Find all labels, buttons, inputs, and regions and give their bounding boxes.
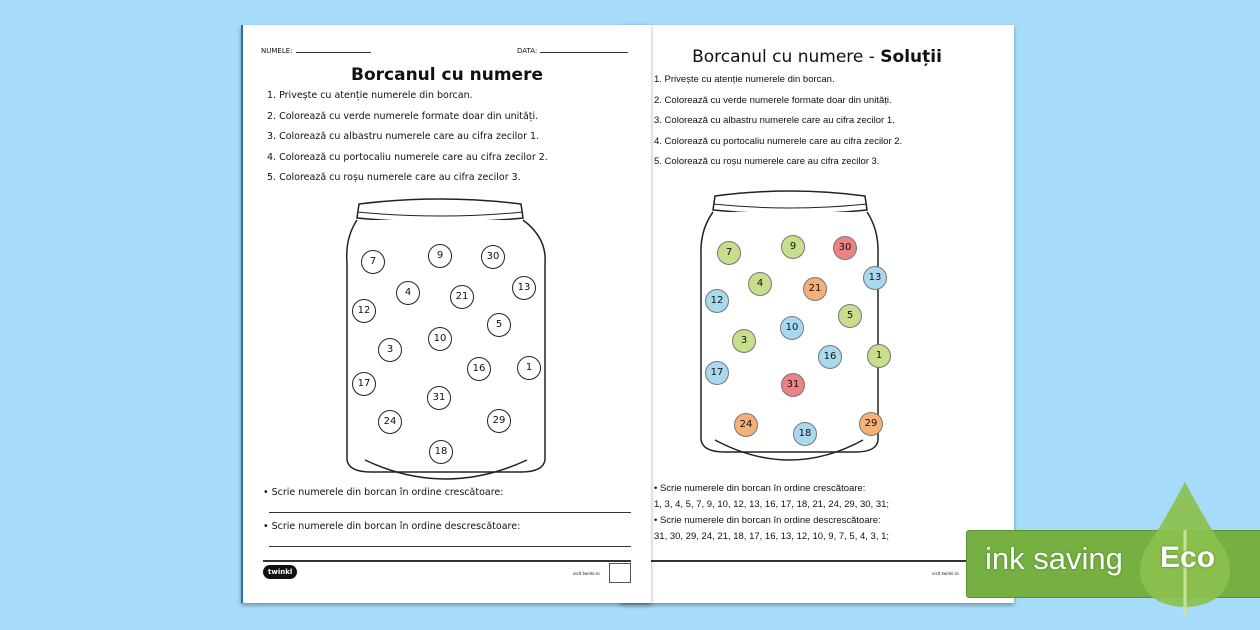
title-main: Borcanul cu numere -	[692, 47, 881, 67]
jar-number[interactable]: 31	[781, 373, 805, 397]
worksheet-title: Borcanul cu numere	[351, 65, 543, 85]
jar-number[interactable]: 17	[705, 361, 729, 385]
instruction: 1. Privește cu atenție numerele din borcan.	[267, 90, 473, 101]
jar-number[interactable]: 1	[867, 344, 891, 368]
eco-label: Eco	[1160, 541, 1216, 574]
jar-number[interactable]: 4	[396, 281, 420, 305]
question-descending: • Scrie numerele din borcan în ordine descrescătoare:	[263, 521, 521, 532]
footer-url: visit twinkl.ro	[573, 571, 600, 576]
instruction: 4. Colorează cu portocaliu numerele care au cifra zecilor 2.	[654, 135, 903, 147]
jar-number[interactable]: 12	[705, 289, 729, 313]
jar-number[interactable]: 29	[487, 409, 511, 433]
jar-number[interactable]: 7	[361, 250, 385, 274]
date-label: DATA:	[517, 47, 538, 55]
ink-saving-label: ink saving	[985, 541, 1123, 576]
instruction: 4. Colorează cu portocaliu numerele care au cifra zecilor 2.	[267, 151, 548, 163]
instruction: 5. Colorează cu roșu numerele care au cifra zecilor 3.	[267, 172, 521, 183]
jar-number[interactable]: 5	[838, 304, 862, 328]
date-field	[517, 47, 628, 55]
solutions-title	[620, 47, 1014, 67]
jar-number[interactable]: 29	[859, 412, 883, 436]
jar-number[interactable]: 13	[512, 276, 536, 300]
worksheet-instructions	[267, 86, 548, 189]
name-label: NUMELE:	[261, 47, 293, 55]
jar-number[interactable]: 18	[793, 422, 817, 446]
jar-number[interactable]: 17	[352, 372, 376, 396]
solutions-instructions	[654, 70, 902, 173]
twinkl-logo: twinkl	[263, 565, 297, 579]
jar-number[interactable]: 12	[352, 299, 376, 323]
footer-divider	[640, 560, 994, 562]
jar-number[interactable]: 21	[450, 285, 474, 309]
solutions-page	[620, 25, 1014, 603]
instruction: 2. Colorează cu verde numerele formate doar din unități.	[654, 94, 892, 106]
jar-number[interactable]: 31	[427, 386, 451, 410]
instruction: 3. Colorează cu albastru numerele care au cifra zecilor 1.	[654, 115, 895, 126]
jar-number[interactable]: 10	[780, 316, 804, 340]
question-ascending: • Scrie numerele din borcan în ordine crescătoare:	[263, 487, 504, 498]
title-bold: Soluții	[880, 47, 942, 67]
jar-number[interactable]: 3	[378, 338, 402, 362]
name-field	[261, 47, 371, 55]
question-ascending: • Scrie numerele din borcan în ordine crescătoare:	[654, 483, 866, 494]
answer-line-ascending[interactable]	[269, 512, 631, 513]
footer-divider	[263, 560, 631, 562]
badge-icon	[609, 563, 631, 583]
jar-number[interactable]: 3	[732, 329, 756, 353]
jar-number[interactable]: 5	[487, 313, 511, 337]
jar-number[interactable]: 16	[467, 357, 491, 381]
question-descending: • Scrie numerele din borcan în ordine descrescătoare:	[654, 515, 881, 526]
answer-ascending: 1, 3, 4, 5, 7, 9, 10, 12, 13, 16, 17, 18, 21, 24, 29, 30, 31;	[654, 499, 890, 510]
instruction: 5. Colorează cu roșu numerele care au cifra zecilor 3.	[654, 156, 880, 167]
jar-number[interactable]: 9	[428, 244, 452, 268]
jar-number[interactable]: 9	[781, 235, 805, 259]
jar-number[interactable]: 24	[378, 410, 402, 434]
jar-number[interactable]: 16	[818, 345, 842, 369]
instruction: 2. Colorează cu verde numerele formate doar din unități.	[267, 110, 539, 122]
jar-number[interactable]: 13	[863, 266, 887, 290]
worksheet-page	[241, 25, 651, 603]
jar-number[interactable]: 1	[517, 356, 541, 380]
jar-number[interactable]: 30	[833, 236, 857, 260]
jar-number[interactable]: 30	[481, 245, 505, 269]
instruction: 3. Colorează cu albastru numerele care au cifra zecilor 1.	[267, 131, 540, 142]
jar-number[interactable]: 10	[428, 327, 452, 351]
jar-number[interactable]: 24	[734, 413, 758, 437]
footer-url: visit twinkl.ro	[932, 571, 959, 576]
instruction: 1. Privește cu atenție numerele din borcan.	[654, 74, 835, 85]
answer-descending: 31, 30, 29, 24, 21, 18, 17, 16, 13, 12, 10, 9, 7, 5, 4, 3, 1;	[654, 531, 890, 542]
jar-number[interactable]: 18	[429, 440, 453, 464]
jar-number[interactable]: 4	[748, 272, 772, 296]
jar-number[interactable]: 7	[717, 241, 741, 265]
jar-number[interactable]: 21	[803, 277, 827, 301]
answer-line-descending[interactable]	[269, 546, 631, 547]
